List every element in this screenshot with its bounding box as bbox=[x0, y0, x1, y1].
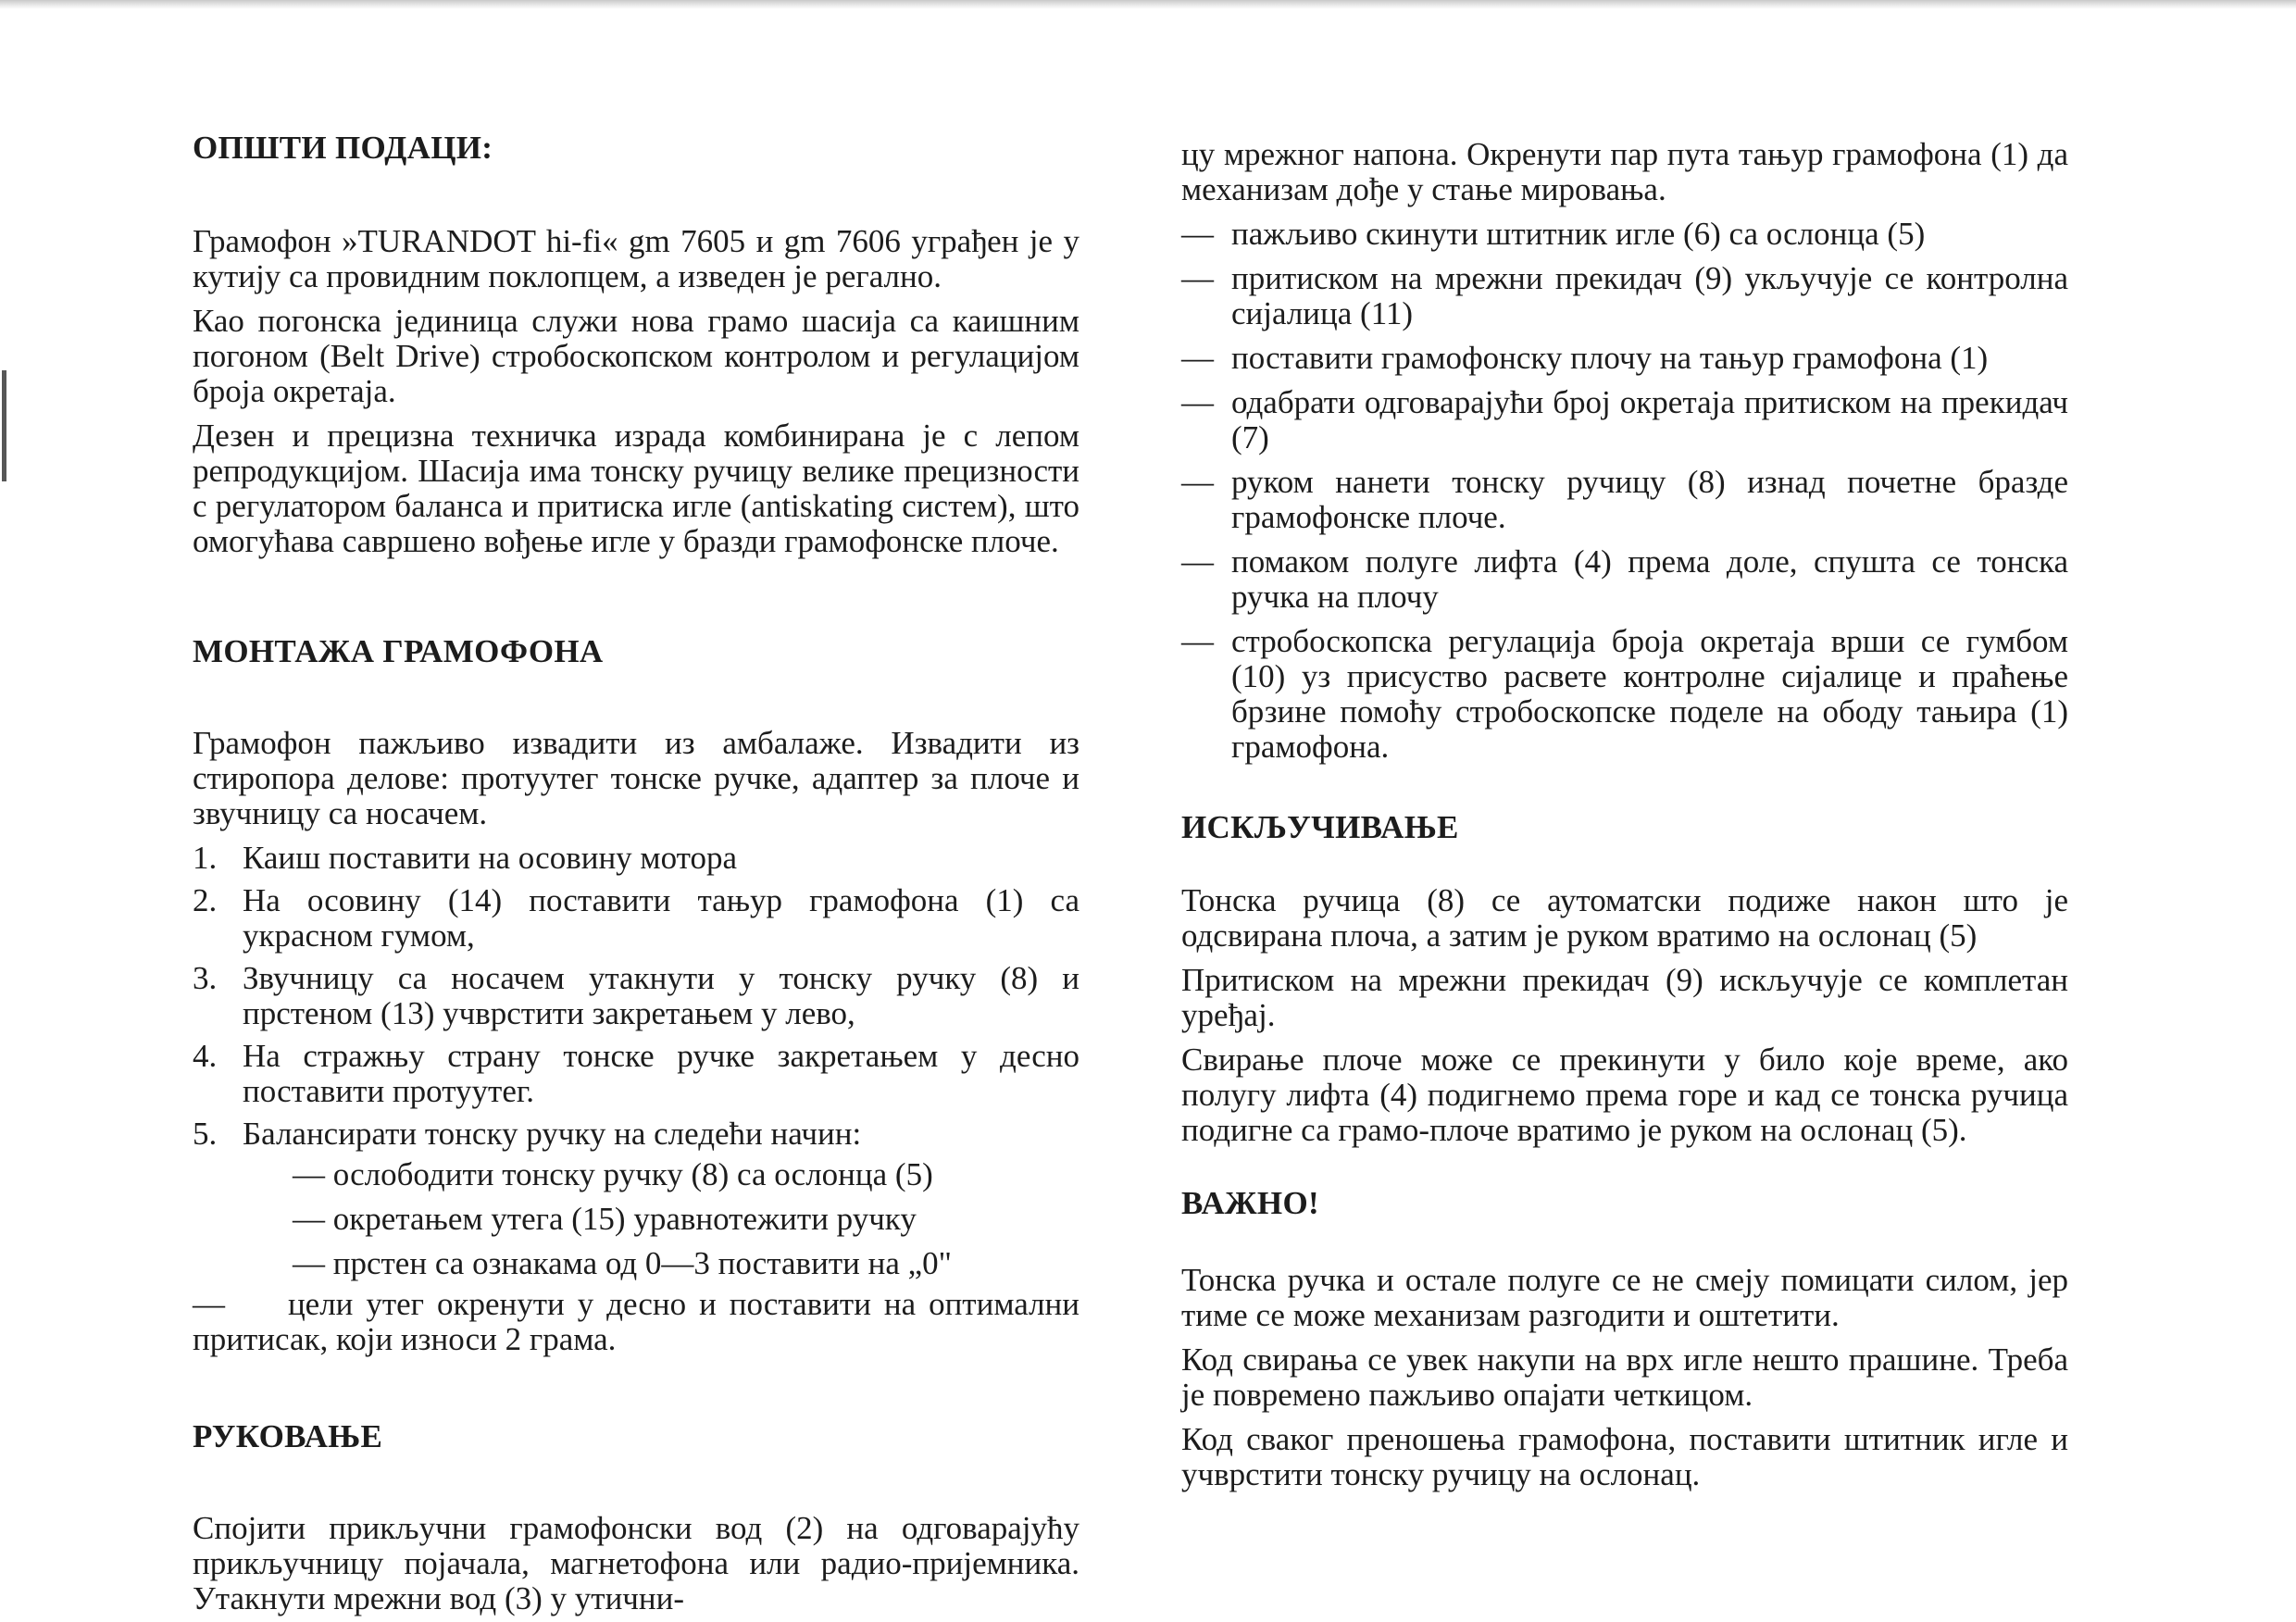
paragraph: Тонска ручка и остале полуге се не смеју помицати силом, јер тиме се може механизам разгодити и оштетити. bbox=[1181, 1262, 2068, 1333]
list-item: 5. Балансирати тонску ручку на следећи начин: — ослободити тонску ручку (8) са ослонца (5) — окретањем утега (15) уравнотежити ручку — прстен са ознакама од 0—3 поставити на „0" bbox=[193, 1117, 1079, 1281]
paragraph: Спојити прикључни грамофонски вод (2) на одговарајућу прикључницу појачала, магнетофона или радио-пријемника. Утакнути мрежни вод (3) у утични- bbox=[193, 1510, 1079, 1616]
scan-edge-mark bbox=[2, 370, 6, 481]
list-item: — притиском на мрежни прекидач (9) укључује се контролна сијалица (11) bbox=[1181, 261, 2068, 331]
list-item: — поставити грамофонску плочу на тањур грамофона (1) bbox=[1181, 341, 2068, 376]
balance-substeps bbox=[243, 1157, 1079, 1281]
paragraph: Код свирања се увек накупи на врх игле нешто прашине. Треба је повремено пажљиво опајати четкицом. bbox=[1181, 1341, 2068, 1413]
heading-operation: РУКОВАЊЕ bbox=[193, 1418, 383, 1454]
paragraph: Грамофон пажљиво извадити из амбалаже. Извадити из стиропора делове: протуутег тонске ручке, адаптер за плоче и звучницу са носачем. bbox=[193, 725, 1079, 831]
paragraph: Код сваког преношења грамофона, поставити штитник игле и учврстити тонску ручицу на ослонац. bbox=[1181, 1421, 2068, 1492]
heading-general-info: ОПШТИ ПОДАЦИ: bbox=[193, 130, 493, 166]
operation-steps bbox=[1181, 217, 2068, 765]
list-item: 1. Каиш поставити на осовину мотора bbox=[193, 840, 737, 876]
balance-substeps-cont bbox=[193, 1287, 1079, 1357]
list-item: — стробоскопска регулација броја окретаја врши се гумбом (10) уз присуство расвете контролне сијалице и праћење брзине помоћу стробоскопске поделе на ободу тањира (1) грамофона. bbox=[1181, 624, 2068, 765]
assembly-steps bbox=[193, 841, 1079, 1281]
paragraph: Грамофон »TURANDOT hi-fi« gm 7605 и gm 7606 уграђен је у кутију са провидним поклопцем, а изведен је регално. bbox=[193, 223, 1079, 294]
paragraph: цу мрежног напона. Окренути пар пута тањур грамофона (1) да механизам дође у стање мировања. bbox=[1181, 136, 2068, 207]
paragraph: Притиском на мрежни прекидач (9) искључује се комплетан уређај. bbox=[1181, 962, 2068, 1033]
right-column bbox=[1181, 137, 2068, 1492]
list-item: 2. На осовину (14) поставити тањур грамофона (1) са украсном гумом, bbox=[193, 882, 1079, 954]
heading-switch-off: ИСКЉУЧИВАЊЕ bbox=[1181, 809, 1459, 845]
paragraph: Дезен и прецизна техничка израда комбинирана је с лепом репродукцијом. Шасија има тонску ручицу велике прецизности с регулатором баланса и притиска игле (antiskating систем), што омогућава савршено вођење игле у бразди грамофонске плоче. bbox=[193, 418, 1079, 559]
paragraph: Тонска ручица (8) се аутоматски подиже након што је одсвирана плоча, а затим је руком вратимо на ослонац (5) bbox=[1181, 882, 2068, 954]
left-column bbox=[193, 130, 1079, 1616]
list-item: — одабрати одговарајући број окретаја притиском на прекидач (7) bbox=[1181, 385, 2068, 455]
heading-assembly: МОНТАЖА ГРАМОФОНА bbox=[193, 633, 604, 669]
list-item: 4. На стражњу страну тонске ручке закретањем у десно поставити протуутег. bbox=[193, 1038, 1079, 1109]
paragraph: Као погонска јединица служи нова грамо шасија са каишним погоном (Belt Drive) стробоскопском контролом и регулацијом броја окретаја. bbox=[193, 303, 1079, 409]
list-item: — ослободити тонску ручку (8) са ослонца (5) bbox=[243, 1157, 1079, 1192]
list-item: — руком нанети тонску ручицу (8) изнад почетне бразде грамофонске плоче. bbox=[1181, 465, 2068, 535]
list-item: 3. Звучницу са носачем утакнути у тонску ручку (8) и прстеном (13) учврстити закретањем у лево, bbox=[193, 960, 1079, 1031]
list-item: — помаком полуге лифта (4) према доле, спушта се тонска ручка на плочу bbox=[1181, 544, 2068, 615]
paragraph: Свирање плоче може се прекинути у било које време, ако полугу лифта (4) подигнемо према горе и кад се тонска ручица подигне са грамо-плоче вратимо је руком на ослонац (5). bbox=[1181, 1042, 2068, 1148]
list-item: — окретањем утега (15) уравнотежити ручку bbox=[243, 1202, 1079, 1237]
list-item: — прстен са ознакама од 0—3 поставити на „0" bbox=[243, 1246, 1079, 1281]
list-item: — цели утег окренути у десно и поставити на оптимални притисак, који износи 2 грама. bbox=[193, 1287, 1079, 1357]
heading-important: ВАЖНО! bbox=[1181, 1185, 1319, 1221]
scan-top-edge bbox=[0, 0, 2296, 9]
list-item: — пажљиво скинути штитник игле (6) са ослонца (5) bbox=[1181, 217, 2068, 252]
